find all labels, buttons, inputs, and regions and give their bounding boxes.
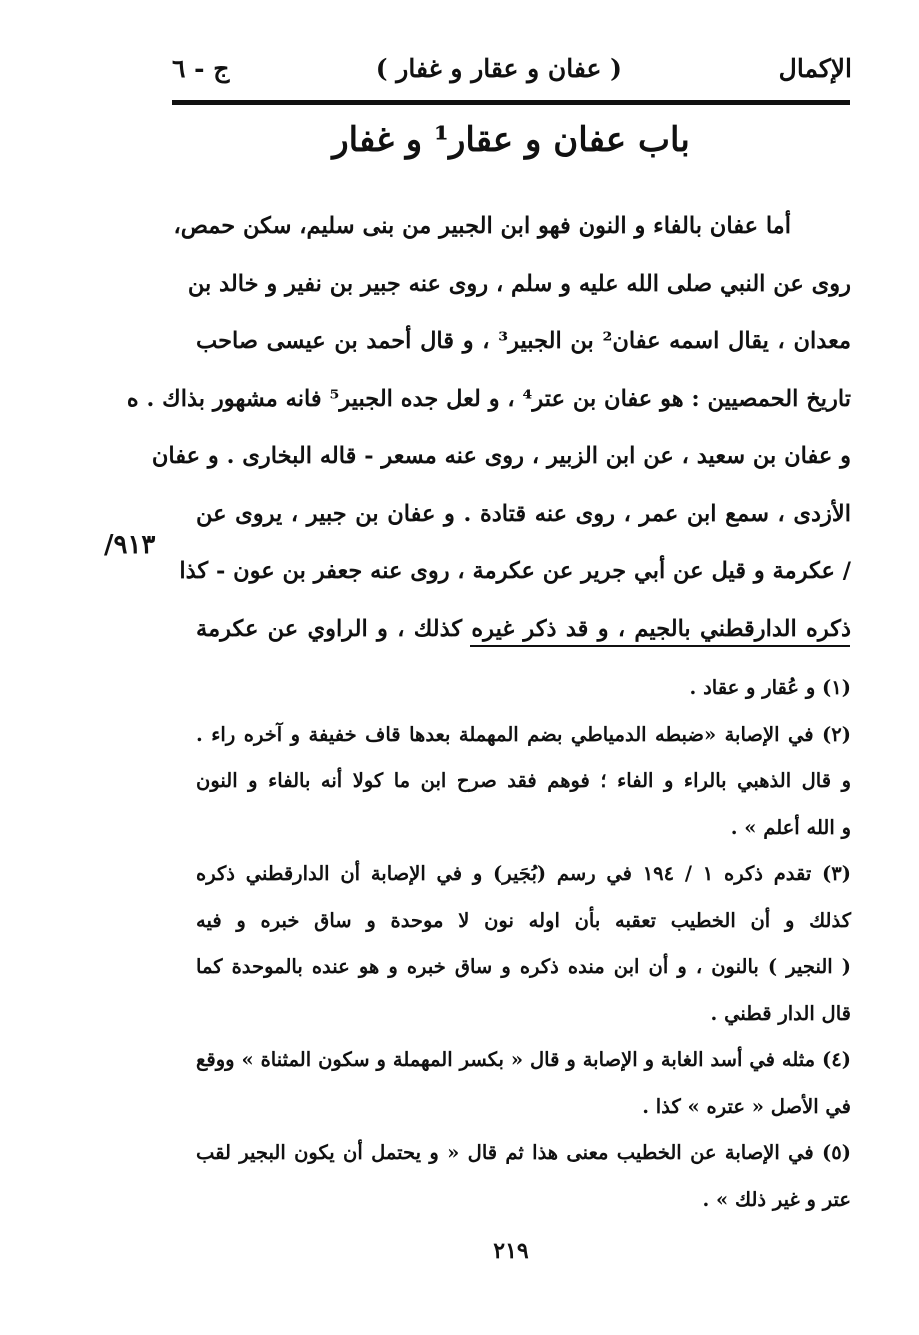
text-line: و عفان بن سعيد ، عن ابن الزبير ، روى عنه مسعر - قاله البخارى . و عفان	[151, 443, 851, 469]
footnote-4	[196, 1037, 851, 1130]
running-header	[172, 54, 852, 94]
footnote-line: (٣) تقدم ذكره ١ / ١٩٤ في رسم (بُجَير) و في الإصابة أن الدارقطني ذكره	[196, 862, 852, 885]
text-line: أما عفان بالفاء و النون فهو ابن الجبير من بنى سليم، سكن حمص،	[173, 213, 791, 239]
section-title: ( عفان و عقار و غفار )	[375, 54, 622, 83]
page-number: ٢١٩	[493, 1238, 529, 1264]
footnote-line: و قال الذهبي بالراء و الفاء ؛ فوهم فقد صرح ابن ما كولا أنه بالفاء و النون	[196, 769, 851, 792]
text-line: ذكره الدارقطني بالجيم ، و قد ذكر غيره كذلك ، و الراوي عن عكرمة	[196, 615, 851, 642]
footnote-line: في الأصل « عتره » كذا .	[642, 1094, 851, 1118]
footnote-separator	[470, 645, 850, 647]
text-line: روى عن النبي صلى الله عليه و سلم ، روى عنه جبير بن نفير و خالد بن	[187, 270, 851, 297]
volume-number: ج - ٦	[172, 54, 230, 83]
footnote-line: (٤) مثله في أسد الغابة و الإصابة و قال « بكسر المهملة و سكون المثناة » ووقع	[196, 1048, 851, 1071]
footnote-line: عتر و غير ذلك » .	[702, 1187, 851, 1211]
footnote-3	[196, 851, 851, 1037]
footnote-line: (١) و عُقار و عقاد .	[689, 676, 851, 699]
book-title: الإكمال	[778, 54, 852, 83]
footnote-1	[196, 665, 851, 712]
footnote-2	[196, 712, 851, 852]
footnote-line: ( النجير ) بالنون ، و أن ابن منده ذكره و ساق خبره و هو عنده بالموحدة كما	[196, 955, 851, 978]
footnote-line: (٢) في الإصابة «ضبطه الدمياطي بضم المهملة بعدها قاف خفيفة و آخره راء .	[196, 722, 851, 746]
text-line: تاريخ الحمصيين : هو عفان بن عتر⁴ ، و لعل جده الجبير⁵ فانه مشهور بذاك . ه	[126, 385, 851, 412]
footnote-line: و الله أعلم » .	[730, 815, 851, 839]
chapter-title: باب عفان و عقار¹ و غفار	[332, 120, 690, 160]
footnote-line: (٥) في الإصابة عن الخطيب معنى هذا ثم قال « و يحتمل أن يكون البجير لقب	[196, 1141, 851, 1164]
text-line: الأزدى ، سمع ابن عمر ، روى عنه قتادة . و عفان بن جبير ، يروى عن	[196, 500, 851, 527]
header-rule	[172, 100, 850, 105]
text-line: / عكرمة و قيل عن أبي جرير عن عكرمة ، روى عنه جعفر بن عون - كذا	[179, 558, 851, 584]
text-line: معدان ، يقال اسمه عفان² بن الجبير³ ، و قال أحمد بن عيسى صاحب	[196, 328, 851, 354]
footnote-5	[196, 1130, 851, 1223]
footnote-line: كذلك و أن الخطيب تعقبه بأن اوله نون لا موحدة و ساق خبره و فيه	[196, 908, 851, 932]
footnote-line: قال الدار قطني .	[710, 1001, 851, 1025]
footnotes	[196, 665, 851, 1223]
margin-folio-note: ٩١٣/	[104, 530, 156, 560]
